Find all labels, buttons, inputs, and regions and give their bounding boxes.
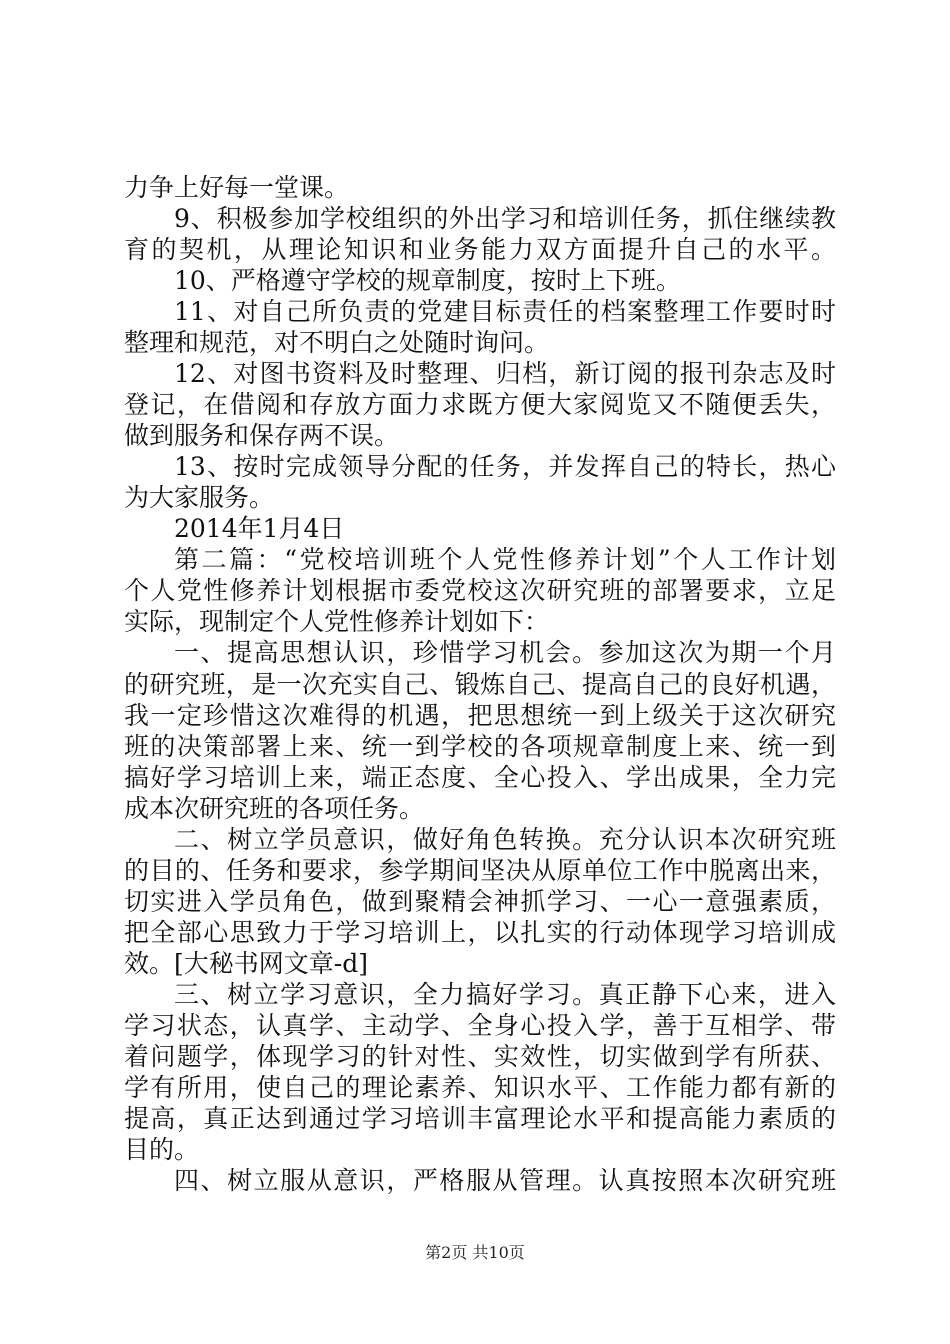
text-line: 四、树立服从意识，严格服从管理。认真按照本次研究班 [174, 1166, 836, 1195]
text-line: 为大家服务。 [124, 483, 275, 512]
text-line: 个人党性修养计划根据市委党校这次研究班的部署要求，立足 [124, 576, 836, 605]
text-line: 12、对图书资料及时整理、归档，新订阅的报刊杂志及时 [174, 359, 836, 388]
text-line: 学习状态，认真学、主动学、全身心投入学，善于互相学、带 [124, 1011, 836, 1040]
text-line: 力争上好每一堂课。 [124, 173, 350, 202]
text-line: 9、积极参加学校组织的外出学习和培训任务，抓住继续教 [174, 204, 836, 233]
page-number-footer: 第2页 共10页 [425, 1243, 525, 1262]
text-line: 实际，现制定个人党性修养计划如下： [124, 607, 550, 636]
text-line: 着问题学，体现学习的针对性、实效性，切实做到学有所获、 [124, 1042, 836, 1071]
text-line: 我一定珍惜这次难得的机遇，把思想统一到上级关于这次研究 [124, 701, 836, 730]
text-line: 的目的、任务和要求，参学期间坚决从原单位工作中脱离出来， [124, 856, 836, 885]
text-line: 提高，真正达到通过学习培训丰富理论水平和提高能力素质的 [124, 1104, 836, 1133]
text-line: 效。[大秘书网文章-d] [124, 949, 368, 978]
text-line: 学有所用，使自己的理论素养、知识水平、工作能力都有新的 [124, 1073, 836, 1102]
text-line: 一、提高思想认识，珍惜学习机会。参加这次为期一个月 [174, 638, 836, 667]
text-line: 三、树立学习意识，全力搞好学习。真正静下心来，进入 [174, 980, 836, 1009]
text-line: 10、严格遵守学校的规章制度，按时上下班。 [174, 266, 681, 295]
text-line: 成本次研究班的各项任务。 [124, 794, 425, 823]
section-heading: 第二篇：“党校培训班个人党性修养计划”个人工作计划 [174, 545, 836, 574]
text-line: 整理和规范，对不明白之处随时询问。 [124, 328, 550, 357]
date-line: 2014年1月4日 [174, 514, 345, 543]
text-line: 做到服务和保存两不误。 [124, 421, 400, 450]
text-line: 二、树立学员意识，做好角色转换。充分认识本次研究班 [174, 825, 836, 854]
text-line: 把全部心思致力于学习培训上，以扎实的行动体现学习培训成 [124, 918, 836, 947]
text-line: 目的。 [124, 1135, 200, 1164]
text-line: 的研究班，是一次充实自己、锻炼自己、提高自己的良好机遇， [124, 670, 836, 699]
text-line: 11、对自己所负责的党建目标责任的档案整理工作要时时 [174, 297, 836, 326]
text-line: 班的决策部署上来、统一到学校的各项规章制度上来、统一到 [124, 732, 836, 761]
text-line: 13、按时完成领导分配的任务，并发挥自己的特长，热心 [174, 452, 836, 481]
text-line: 登记，在借阅和存放方面力求既方便大家阅览又不随便丢失， [124, 390, 836, 419]
text-line: 搞好学习培训上来，端正态度、全心投入、学出成果，全力完 [124, 763, 836, 792]
text-line: 切实进入学员角色，做到聚精会神抓学习、一心一意强素质， [124, 887, 836, 916]
text-line: 育的契机，从理论知识和业务能力双方面提升自己的水平。 [124, 235, 836, 264]
